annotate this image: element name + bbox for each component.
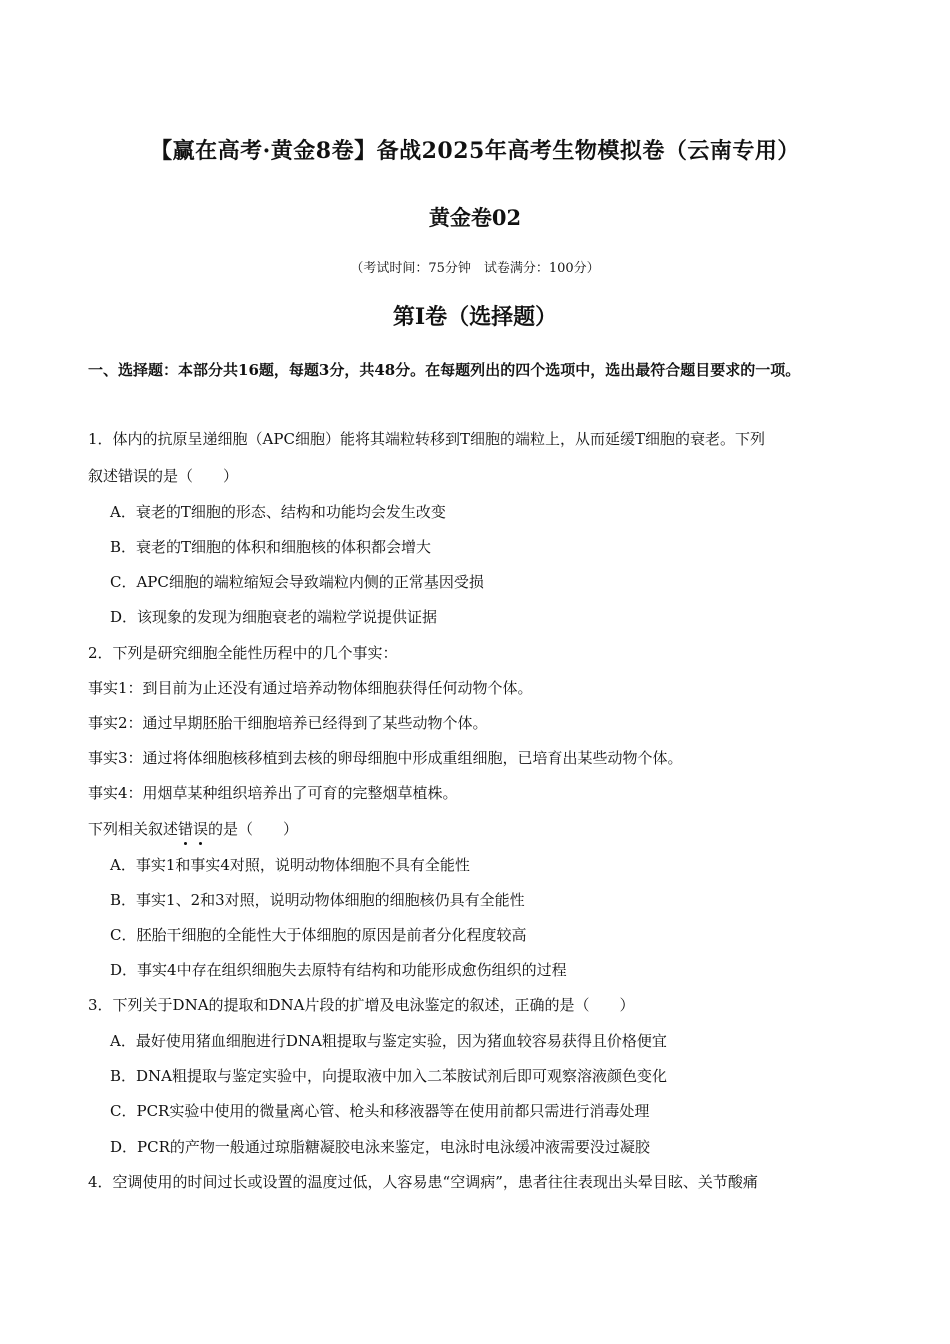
q2-option-c: C．胚胎干细胞的全能性大于体细胞的原因是前者分化程度较高: [110, 926, 527, 944]
q3-stem: 3．下列关于DNA的提取和DNA片段的扩增及电泳鉴定的叙述，正确的是（ ）: [88, 996, 635, 1014]
page-title: 【赢在高考·黄金8卷】备战2025年高考生物模拟卷（云南专用）: [150, 138, 800, 164]
q1-option-b: B．衰老的T细胞的体积和细胞核的体积都会增大: [110, 538, 432, 556]
q2-emphasis-char-1: 错: [178, 820, 194, 838]
section-instructions: 一、选择题：本部分共16题，每题3分，共48分。在每题列出的四个选项中，选出最符合题目要求的一项。: [88, 361, 801, 379]
section-title: 第I卷（选择题）: [392, 304, 558, 330]
q2-stem: 2．下列是研究细胞全能性历程中的几个事实：: [88, 644, 398, 662]
q1-stem-line2: 叙述错误的是（ ）: [88, 467, 239, 485]
q2-option-b: B．事实1、2和3对照，说明动物体细胞的细胞核仍具有全能性: [110, 891, 525, 909]
q1-option-d: D．该现象的发现为细胞衰老的端粒学说提供证据: [110, 608, 438, 626]
exam-info: （考试时间：75分钟 试卷满分：100分）: [350, 261, 600, 276]
q2-question-suffix: 的是（ ）: [208, 820, 299, 838]
q3-option-c: C．PCR实验中使用的微量离心管、枪头和移液器等在使用前都只需进行消毒处理: [110, 1102, 650, 1120]
q2-option-d: D．事实4中存在组织细胞失去原特有结构和功能形成愈伤组织的过程: [110, 961, 567, 979]
q2-fact-4: 事实4：用烟草某种组织培养出了可育的完整烟草植株。: [88, 784, 458, 802]
q2-fact-1: 事实1：到目前为止还没有通过培养动物体细胞获得任何动物个体。: [88, 679, 533, 697]
q2-question: [88, 818, 298, 839]
q2-fact-3: 事实3：通过将体细胞核移植到去核的卵母细胞中形成重组细胞，已培育出某些动物个体。: [88, 749, 683, 767]
q2-emphasis-char-2: 误: [193, 820, 209, 838]
q1-option-c: C．APC细胞的端粒缩短会导致端粒内侧的正常基因受损: [110, 573, 484, 591]
q2-fact-2: 事实2：通过早期胚胎干细胞培养已经得到了某些动物个体。: [88, 714, 488, 732]
q1-option-a: A．衰老的T细胞的形态、结构和功能均会发生改变: [110, 503, 446, 521]
q2-option-a: A．事实1和事实4对照，说明动物体细胞不具有全能性: [110, 856, 470, 874]
q2-question-prefix: 下列相关叙述: [88, 820, 179, 838]
paper-subtitle: 黄金卷02: [428, 205, 522, 230]
q1-stem-line1: 1．体内的抗原呈递细胞（APC细胞）能将其端粒转移到T细胞的端粒上，从而延缓T细胞的衰老。下列: [88, 430, 765, 448]
q4-stem-line1: 4．空调使用的时间过长或设置的温度过低，人容易患“空调病”，患者往往表现出头晕目眩、关节酸痛: [88, 1173, 758, 1191]
q3-option-b: B．DNA粗提取与鉴定实验中，向提取液中加入二苯胺试剂后即可观察溶液颜色变化: [110, 1067, 668, 1085]
q3-option-d: D．PCR的产物一般通过琼脂糖凝胶电泳来鉴定，电泳时电泳缓冲液需要没过凝胶: [110, 1138, 650, 1156]
q3-option-a: A．最好使用猪血细胞进行DNA粗提取与鉴定实验，因为猪血较容易获得且价格便宜: [110, 1032, 667, 1050]
